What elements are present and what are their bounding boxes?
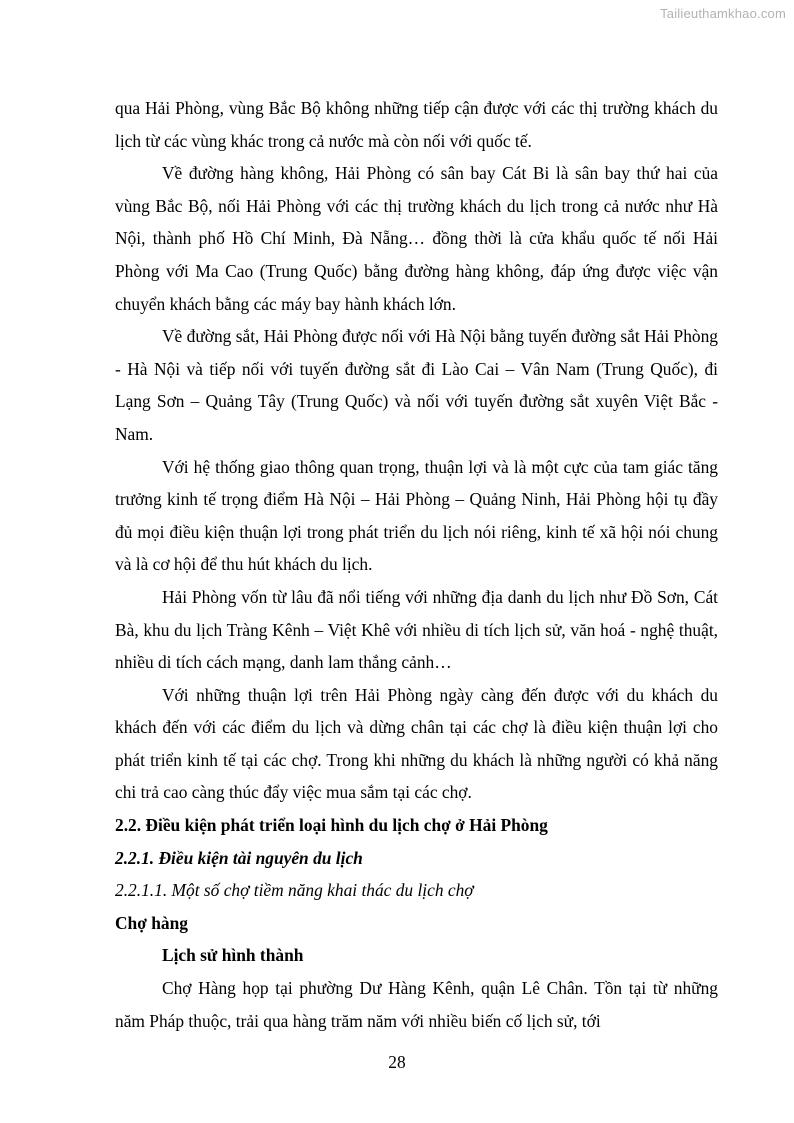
paragraph-air-transport: Về đường hàng không, Hải Phòng có sân bay Cát Bi là sân bay thứ hai của vùng Bắc Bộ, nối Hải Phòng với các thị trường khách du lịch trong cả nước như Hà Nội, thành phố Hồ Chí Minh, Đà Nẵng… đồng thời là cửa khẩu quốc tế nối Hải Phòng với Ma Cao (Trung Quốc) bằng đường hàng không, đáp ứng được việc vận chuyển khách bằng các máy bay hành khách lớn. <box>115 163 718 314</box>
paragraph-cho-hang-history: Chợ Hàng họp tại phường Dư Hàng Kênh, quận Lê Chân. Tồn tại từ những năm Pháp thuộc, trải qua hàng trăm năm với nhiều biến cố lịch sử, tới <box>115 978 718 1031</box>
heading-section-2-2-1: 2.2.1. Điều kiện tài nguyên du lịch <box>115 847 363 868</box>
document-body <box>115 92 718 1037</box>
watermark: Tailieuthamkhao.com <box>660 6 786 21</box>
paragraph-continuation: qua Hải Phòng, vùng Bắc Bộ không những tiếp cận được với các thị trường khách du lịch từ các vùng khác trong cả nước mà còn nối với quốc tế. <box>115 98 718 151</box>
paragraph-advantages: Với những thuận lợi trên Hải Phòng ngày càng đến được với du khách du khách đến với các điểm du lịch và dừng chân tại các chợ là điều kiện thuận lợi cho phát triển kinh tế tại các chợ. Trong khi những du khách là những người có khả năng chi trả cao càng thúc đẩy việc mua sắm tại các chợ. <box>115 684 718 803</box>
heading-lich-su: Lịch sử hình thành <box>162 945 304 966</box>
heading-section-2-2: 2.2. Điều kiện phát triển loại hình du lịch chợ ở Hải Phòng <box>115 815 548 836</box>
heading-section-2-2-1-1: 2.2.1.1. Một số chợ tiềm năng khai thác du lịch chợ <box>115 880 474 901</box>
heading-cho-hang: Chợ hàng <box>115 912 188 933</box>
paragraph-transport-system: Với hệ thống giao thông quan trọng, thuận lợi và là một cực của tam giác tăng trưởng kinh tế trọng điểm Hà Nội – Hải Phòng – Quảng Ninh, Hải Phòng hội tụ đầy đủ mọi điều kiện thuận lợi trong phát triển du lịch nói riêng, kinh tế xã hội nói chung và là cơ hội để thu hút khách du lịch. <box>115 456 718 575</box>
paragraph-destinations: Hải Phòng vốn từ lâu đã nổi tiếng với những địa danh du lịch như Đồ Sơn, Cát Bà, khu du lịch Tràng Kênh – Việt Khê với nhiều di tích lịch sử, văn hoá - nghệ thuật, nhiều di tích cách mạng, danh lam thắng cảnh… <box>115 586 718 673</box>
page-number: 28 <box>388 1052 406 1072</box>
paragraph-rail-transport: Về đường sắt, Hải Phòng được nối với Hà Nội bằng tuyến đường sắt Hải Phòng - Hà Nội và tiếp nối với tuyến đường sắt đi Lào Cai – Vân Nam (Trung Quốc), đi Lạng Sơn – Quảng Tây (Trung Quốc) và nối với tuyến đường sắt xuyên Việt Bắc - Nam. <box>115 326 718 444</box>
